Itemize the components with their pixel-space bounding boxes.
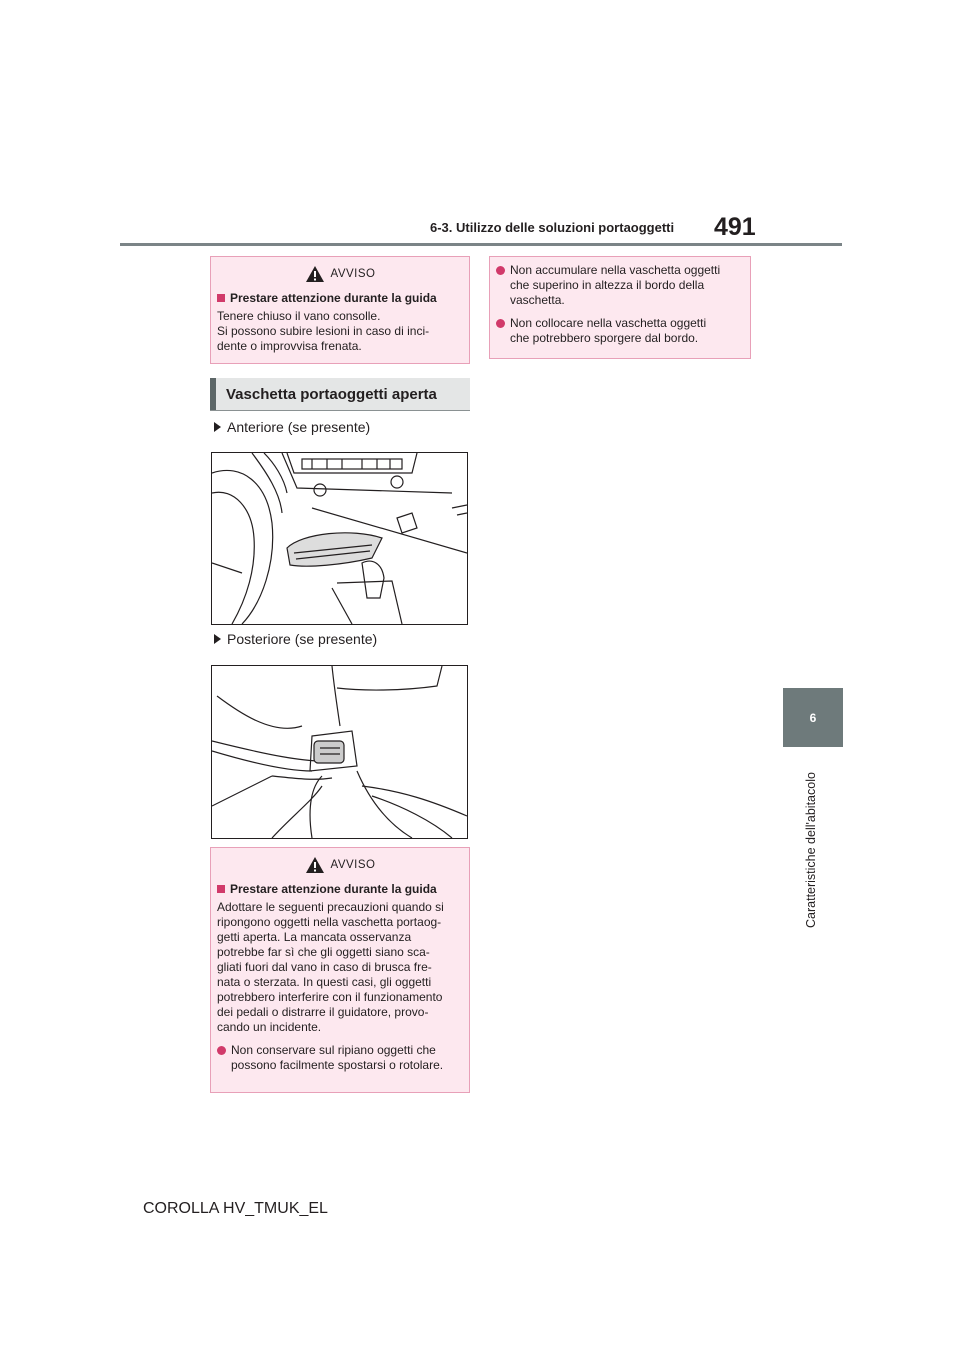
warning-header [211,848,469,882]
front-tray-illustration [211,452,468,625]
warning-label: AVVISO [330,859,376,871]
page-number: 491 [714,213,756,241]
warning-triangle-icon [305,265,325,283]
round-bullet-icon [496,319,505,328]
warning-bullet: Non accumulare nella vaschetta oggetti che superino in altezza il bordo della vaschetta. [490,257,750,308]
warning-bullet: Non collocare nella vaschetta oggetti che potrebbero sporgere dal bordo. [490,308,750,346]
chapter-tab [783,688,843,747]
footer-model: COROLLA HV_TMUK_EL [143,1200,328,1217]
warning-text: Adottare le seguenti precauzioni quando si ripongono oggetti nella vaschetta portaog- getti aperta. La mancata osservanza potrebbe far sì che gli oggetti siano sca- gliati fuori dal vano in caso di brusca fre- nata o sterzata. In questi casi, gli oggetti potrebbero interferire con il funzionamento dei pedali o distrarre il guidatore, provo- cando un incidente. [217,900,444,1034]
warning-box-bottom [210,847,470,1093]
warning-bullet: Non conservare sul ripiano oggetti che possono facilmente spostarsi o rotolare. [211,1035,469,1073]
warning-subtitle-text: Prestare attenzione durante la guida [230,291,437,305]
round-bullet-icon [496,266,505,275]
round-bullet-icon [217,1046,226,1055]
header-rule [120,243,842,246]
item-front: Anteriore (se presente) [214,419,370,435]
arrow-bullet-icon [214,634,221,644]
chapter-title: Caratteristiche dell'abitacolo [804,772,818,928]
warning-subtitle-text: Prestare attenzione durante la guida [230,882,437,896]
chapter-number: 6 [809,710,817,725]
section-title: 6-3. Utilizzo delle soluzioni portaoggetti [430,220,675,235]
warning-box-top [210,256,470,364]
square-bullet-icon [217,294,225,302]
warning-triangle-icon [305,856,325,874]
warning-label: AVVISO [330,268,376,280]
warning-text: Tenere chiuso il vano consolle. Si possono subire lesioni in caso di inci- dente o improvvisa frenata. [217,309,430,353]
warning-subtitle [211,882,469,896]
warning-header [211,257,469,291]
item-rear: Posteriore (se presente) [214,631,377,647]
section-heading: Vaschetta portaoggetti aperta [210,378,470,410]
arrow-bullet-icon [214,422,221,432]
heading-rule [210,410,470,411]
square-bullet-icon [217,885,225,893]
warning-subtitle [211,291,469,305]
warning-box-right [489,256,751,359]
chapter-side-title [804,758,824,928]
rear-tray-illustration [211,665,468,839]
